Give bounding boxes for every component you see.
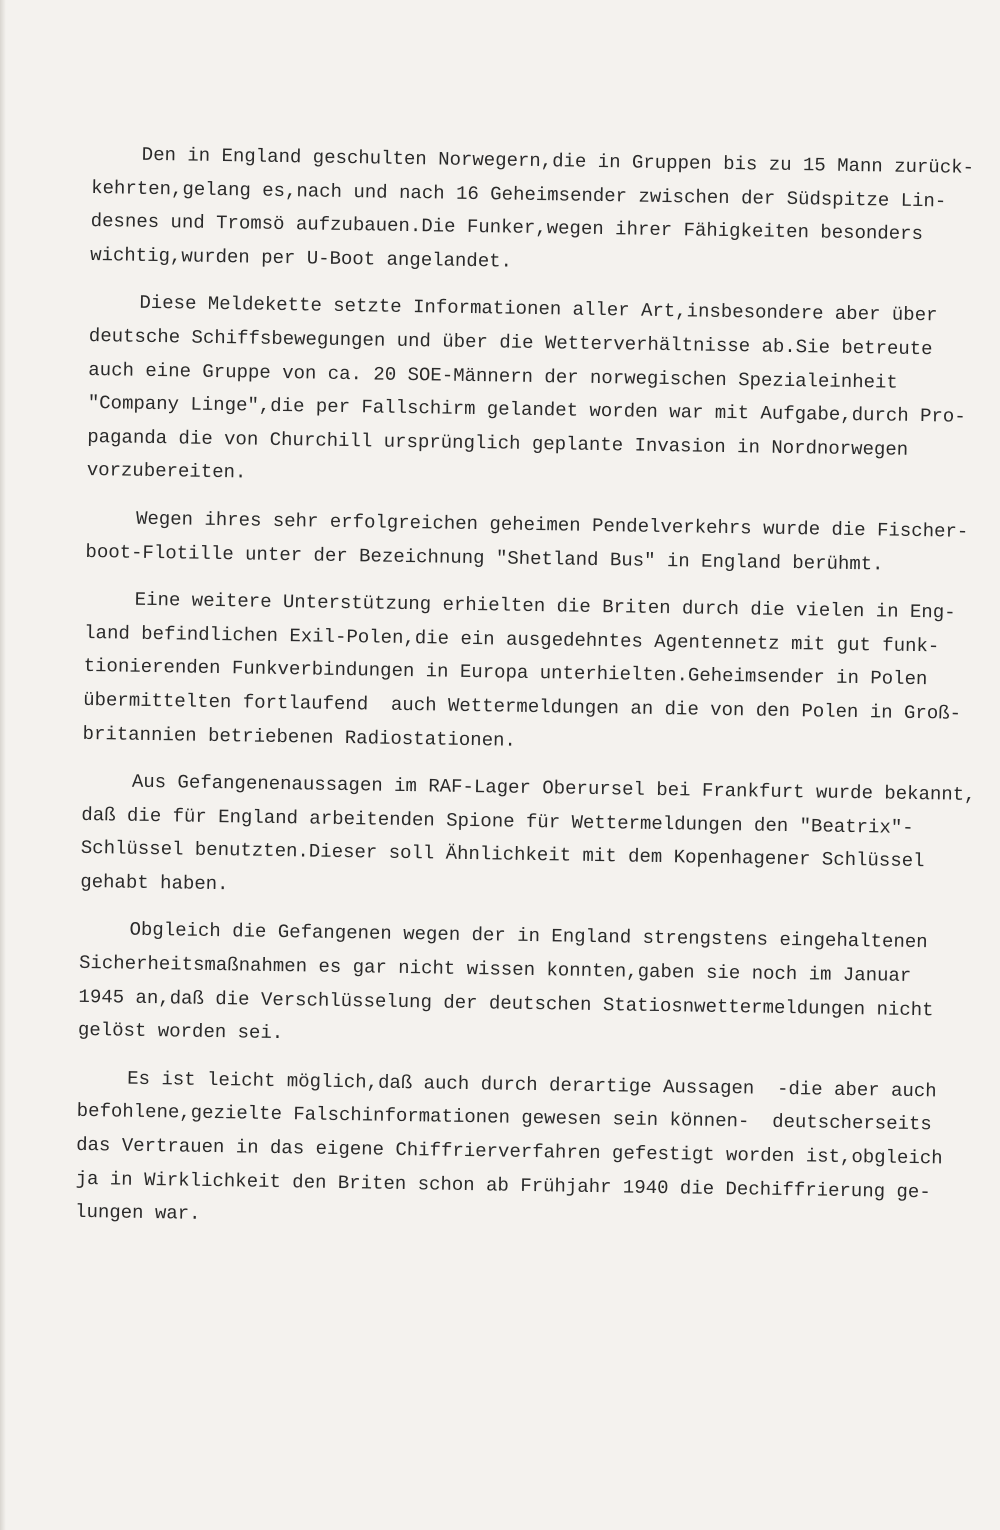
text-line: Schlüssel benutzten.Dieser soll Ähnlichkeit mit dem Kopenhagener Schlüssel [80,837,925,873]
typewritten-text-body [74,138,976,1243]
paragraph [85,502,969,583]
paragraph [74,1062,943,1243]
text-line: gelöst worden sei. [77,1019,284,1045]
text-line: "Company Linge",die per Fallschirm gelandet worden war mit Aufgabe,durch Pro- [87,392,966,428]
text-line: Aus Gefangenenaussagen im RAF-Lager Oberursel bei Frankfurt wurde bekannt, [131,770,976,807]
text-line: daß die für England arbeitenden Spione für Wettermeldungen den "Beatrix"- [81,803,914,839]
text-line: Eine weitere Unterstützung erhielten die Briten durch die vielen in Eng- [134,588,956,624]
text-line: vorzubereiten. [86,459,247,484]
text-line: deutsche Schiffsbewegungen und über die Wetterverhältnisse ab.Sie betreute [88,324,933,361]
paragraph [86,286,966,501]
paragraph [77,913,934,1061]
paragraph [80,765,976,913]
text-line: desnes und Tromsö aufzubauen.Die Funker,wegen ihrer Fähigkeiten besonders [90,210,924,246]
text-line: das Vertrauen in das eigene Chiffrierverfahren gefestigt worden ist,obgleich [76,1133,943,1170]
text-line: Den in England geschulten Norwegern,die in Gruppen bis zu 15 Mann zurück- [141,143,975,179]
text-line: gehabt haben. [80,870,229,896]
paragraph [89,138,975,286]
text-line: Diese Meldekette setzte Informationen aller Art,insbesondere aber über [139,292,938,327]
text-line: auch eine Gruppe von ca. 20 SOE-Männern der norwegischen Spezialeinheit [88,358,898,394]
text-line: land befindlichen Exil-Polen,die ein ausgedehntes Agentennetz mit gut funk- [84,621,940,658]
text-line: übermittelten fortlaufend auch Wettermeldungen an die von den Polen in Groß- [83,688,962,725]
text-line: tionierenden Funkverbindungen in Europa unterhielten.Geheimsender in Polen [83,655,928,691]
text-line: 1945 an,daß die Verschlüsselung der deutschen Statiosnwettermeldungen nicht [78,985,934,1021]
text-line: ja in Wirklichkeit den Briten schon ab Frühjahr 1940 die Dechiffrierung ge- [75,1167,931,1203]
text-line: Es ist leicht möglich,daß auch durch derartige Aussagen -die aber auch [127,1067,937,1103]
text-line: kehrten,gelang es,nach und nach 16 Geheimsender zwischen der Südspitze Lin- [91,176,947,213]
text-line: Wegen ihres sehr erfolgreichen geheimen Pendelverkehrs wurde die Fischer- [135,507,969,543]
text-line: britannien betriebenen Radiostationen. [82,722,517,752]
page-edge-shadow [0,0,6,1530]
text-line: boot-Flotille unter der Bezeichnung "Shetland Bus" in England berühmt. [85,540,884,576]
text-line: befohlene,gezielte Falschinformationen gewesen sein können- deutscherseits [76,1100,932,1136]
text-line: paganda die von Churchill ursprünglich geplante Invasion in Nordnorwegen [87,425,909,461]
text-line: Sicherheitsmaßnahmen es gar nicht wissen konnten,gaben sie noch im Januar [78,951,912,988]
text-line: lungen war. [74,1201,201,1226]
paragraph [82,583,962,764]
text-line: wichtig,wurden per U-Boot angelandet. [89,243,513,273]
text-line: Obgleich die Gefangenen wegen der in England strengstens eingehaltenen [129,919,928,954]
